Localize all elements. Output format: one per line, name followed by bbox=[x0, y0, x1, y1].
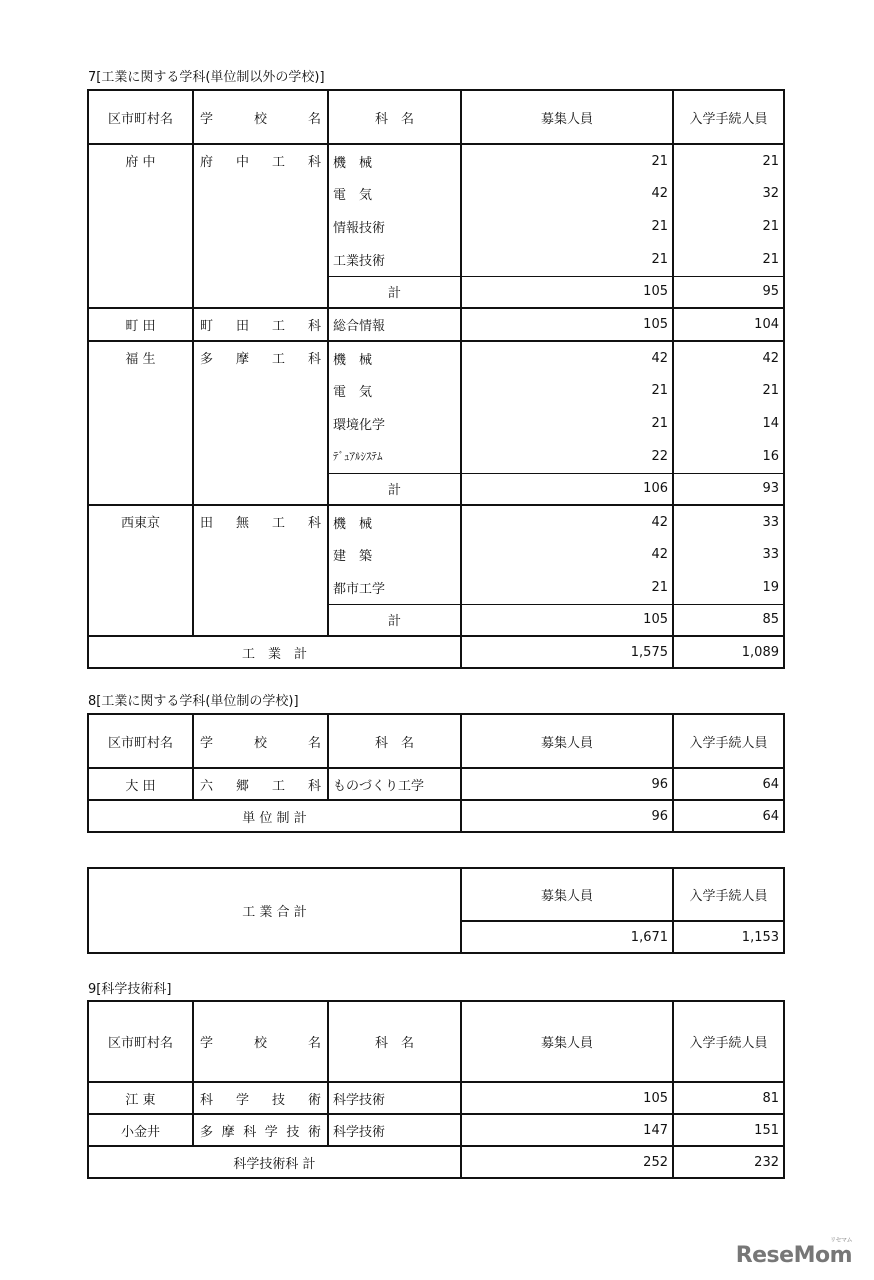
table-row bbox=[88, 144, 784, 177]
section-7-table bbox=[87, 89, 785, 669]
header-area: 区市町村名 bbox=[88, 90, 193, 144]
enrolled-cell: 42 bbox=[673, 341, 784, 374]
area-cell: 府 中 bbox=[88, 144, 193, 308]
school-cell: 多 摩 工 科 bbox=[193, 341, 328, 505]
header-area: 区市町村名 bbox=[88, 1001, 193, 1082]
enrolled-cell: 21 bbox=[673, 210, 784, 243]
capacity-cell: 21 bbox=[461, 374, 673, 407]
header-dept: 科 名 bbox=[328, 1001, 461, 1082]
enrolled-cell: 104 bbox=[673, 308, 784, 341]
area-cell: 大 田 bbox=[88, 768, 193, 800]
enrolled-cell: 33 bbox=[673, 505, 784, 538]
grand-total-enrolled: 1,153 bbox=[673, 921, 784, 953]
grand-total-label: 工 業 合 計 bbox=[88, 868, 461, 953]
total-row bbox=[88, 1146, 784, 1178]
area-cell: 福 生 bbox=[88, 341, 193, 505]
subtotal-enrolled: 93 bbox=[673, 473, 784, 505]
subtotal-capacity: 106 bbox=[461, 473, 673, 505]
enrolled-cell: 21 bbox=[673, 243, 784, 276]
table-row bbox=[88, 768, 784, 800]
capacity-cell: 42 bbox=[461, 505, 673, 538]
school-cell: 町 田 工 科 bbox=[193, 308, 328, 341]
capacity-cell: 21 bbox=[461, 210, 673, 243]
dept-cell: 情報技術 bbox=[328, 210, 461, 243]
subtotal-label: 計 bbox=[328, 604, 461, 636]
table-row bbox=[88, 341, 784, 374]
total-capacity: 96 bbox=[461, 800, 673, 832]
section-9-title: 9[科学技術科] bbox=[88, 982, 172, 997]
enrolled-cell: 21 bbox=[673, 144, 784, 177]
dept-cell: 機 械 bbox=[328, 505, 461, 538]
dept-cell: 機 械 bbox=[328, 341, 461, 374]
capacity-cell: 42 bbox=[461, 177, 673, 210]
header-dept: 科 名 bbox=[328, 90, 461, 144]
total-capacity: 252 bbox=[461, 1146, 673, 1178]
subtotal-label: 計 bbox=[328, 473, 461, 505]
enrolled-cell: 19 bbox=[673, 571, 784, 604]
grand-total-capacity: 1,671 bbox=[461, 921, 673, 953]
total-label: 工 業 計 bbox=[88, 636, 461, 668]
area-cell: 江 東 bbox=[88, 1082, 193, 1114]
capacity-cell: 96 bbox=[461, 768, 673, 800]
section-8-table bbox=[87, 713, 785, 833]
enrolled-cell: 21 bbox=[673, 374, 784, 407]
header-capacity: 募集人員 bbox=[461, 1001, 673, 1082]
header-enrolled: 入学手続人員 bbox=[673, 714, 784, 768]
enrolled-cell: 151 bbox=[673, 1114, 784, 1146]
total-label: 科学技術科 計 bbox=[88, 1146, 461, 1178]
dept-cell: 科学技術 bbox=[328, 1114, 461, 1146]
capacity-cell: 22 bbox=[461, 440, 673, 473]
area-cell: 西東京 bbox=[88, 505, 193, 636]
industry-grand-total-table bbox=[87, 867, 785, 954]
dept-cell: 機 械 bbox=[328, 144, 461, 177]
dept-cell: 科学技術 bbox=[328, 1082, 461, 1114]
subtotal-enrolled: 85 bbox=[673, 604, 784, 636]
dept-cell: 電 気 bbox=[328, 374, 461, 407]
dept-cell: 都市工学 bbox=[328, 571, 461, 604]
header-enrolled: 入学手続人員 bbox=[673, 1001, 784, 1082]
total-enrolled: 1,089 bbox=[673, 636, 784, 668]
header-dept: 科 名 bbox=[328, 714, 461, 768]
capacity-cell: 42 bbox=[461, 538, 673, 571]
enrolled-cell: 33 bbox=[673, 538, 784, 571]
capacity-cell: 21 bbox=[461, 407, 673, 440]
dept-cell: 工業技術 bbox=[328, 243, 461, 276]
total-row bbox=[88, 800, 784, 832]
dept-cell: 電 気 bbox=[328, 177, 461, 210]
total-enrolled: 232 bbox=[673, 1146, 784, 1178]
header-enrolled: 入学手続人員 bbox=[673, 90, 784, 144]
total-row bbox=[88, 636, 784, 668]
table-row bbox=[88, 1114, 784, 1146]
school-cell: 田 無 工 科 bbox=[193, 505, 328, 636]
school-cell: 多 摩 科 学 技 術 bbox=[193, 1114, 328, 1146]
dept-cell: 環境化学 bbox=[328, 407, 461, 440]
capacity-cell: 147 bbox=[461, 1114, 673, 1146]
school-cell: 府 中 工 科 bbox=[193, 144, 328, 308]
total-label: 単 位 制 計 bbox=[88, 800, 461, 832]
enrolled-cell: 14 bbox=[673, 407, 784, 440]
capacity-cell: 21 bbox=[461, 243, 673, 276]
enrolled-cell: 81 bbox=[673, 1082, 784, 1114]
enrolled-cell: 64 bbox=[673, 768, 784, 800]
subtotal-enrolled: 95 bbox=[673, 276, 784, 308]
dept-cell: ﾃﾞｭｱﾙｼｽﾃﾑ bbox=[328, 440, 461, 473]
enrolled-cell: 16 bbox=[673, 440, 784, 473]
area-cell: 町 田 bbox=[88, 308, 193, 341]
capacity-cell: 105 bbox=[461, 1082, 673, 1114]
header-area: 区市町村名 bbox=[88, 714, 193, 768]
header-capacity: 募集人員 bbox=[461, 868, 673, 921]
capacity-cell: 21 bbox=[461, 571, 673, 604]
capacity-cell: 42 bbox=[461, 341, 673, 374]
school-cell: 六 郷 工 科 bbox=[193, 768, 328, 800]
total-capacity: 1,575 bbox=[461, 636, 673, 668]
table-row bbox=[88, 308, 784, 341]
header-enrolled: 入学手続人員 bbox=[673, 868, 784, 921]
header-school: 学 校 名 bbox=[193, 90, 328, 144]
total-enrolled: 64 bbox=[673, 800, 784, 832]
capacity-cell: 21 bbox=[461, 144, 673, 177]
header-school: 学 校 名 bbox=[193, 1001, 328, 1082]
section-7-title: 7[工業に関する学科(単位制以外の学校)] bbox=[88, 70, 325, 85]
subtotal-label: 計 bbox=[328, 276, 461, 308]
capacity-cell: 105 bbox=[461, 308, 673, 341]
table-row bbox=[88, 1082, 784, 1114]
header-capacity: 募集人員 bbox=[461, 90, 673, 144]
subtotal-capacity: 105 bbox=[461, 276, 673, 308]
dept-cell: 総合情報 bbox=[328, 308, 461, 341]
section-9-table bbox=[87, 1000, 785, 1179]
dept-cell: 建 築 bbox=[328, 538, 461, 571]
section-8-title: 8[工業に関する学科(単位制の学校)] bbox=[88, 694, 299, 709]
subtotal-capacity: 105 bbox=[461, 604, 673, 636]
area-cell: 小金井 bbox=[88, 1114, 193, 1146]
header-school: 学 校 名 bbox=[193, 714, 328, 768]
enrolled-cell: 32 bbox=[673, 177, 784, 210]
resemom-logo: リセマム ReseMom bbox=[735, 1237, 852, 1268]
school-cell: 科 学 技 術 bbox=[193, 1082, 328, 1114]
header-capacity: 募集人員 bbox=[461, 714, 673, 768]
dept-cell: ものづくり工学 bbox=[328, 768, 461, 800]
table-row bbox=[88, 505, 784, 538]
